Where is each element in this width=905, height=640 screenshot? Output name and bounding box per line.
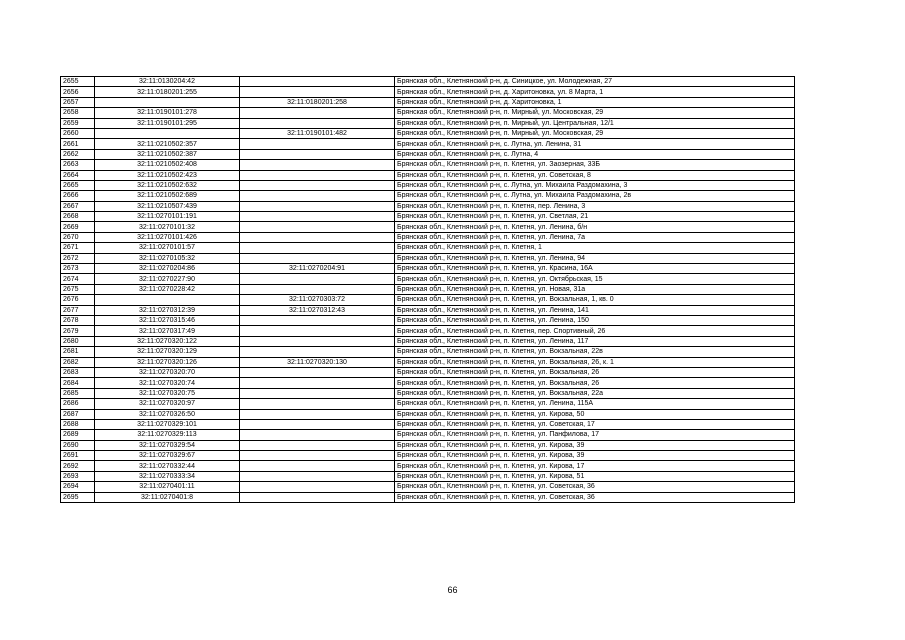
cadastral-number-cell: 32:11:0270105:32 <box>95 253 240 263</box>
table-row <box>61 264 795 274</box>
row-number-cell: 2664 <box>61 170 95 180</box>
address-cell: Брянская обл., Клетнянский р-н, п. Клетня, ул. Кирова, 17 <box>395 461 795 471</box>
cadastral-number-cell: 32:11:0270320:129 <box>95 347 240 357</box>
related-cadastral-number-cell <box>240 430 395 440</box>
related-cadastral-number-cell <box>240 284 395 294</box>
cadastral-number-cell: 32:11:0270101:426 <box>95 232 240 242</box>
related-cadastral-number-cell: 32:11:0270303:72 <box>240 295 395 305</box>
table-row <box>61 305 795 315</box>
related-cadastral-number-cell <box>240 336 395 346</box>
address-cell: Брянская обл., Клетнянский р-н, п. Клетня, ул. Кирова, 51 <box>395 471 795 481</box>
table-row <box>61 128 795 138</box>
address-cell: Брянская обл., Клетнянский р-н, п. Клетня, 1 <box>395 243 795 253</box>
related-cadastral-number-cell <box>240 222 395 232</box>
related-cadastral-number-cell <box>240 326 395 336</box>
address-cell: Брянская обл., Клетнянский р-н, п. Клетня, ул. Заозерная, 33Б <box>395 160 795 170</box>
row-number-cell: 2680 <box>61 336 95 346</box>
related-cadastral-number-cell <box>240 253 395 263</box>
table-row <box>61 77 795 87</box>
row-number-cell: 2694 <box>61 482 95 492</box>
table-row <box>61 97 795 107</box>
address-cell: Брянская обл., Клетнянский р-н, п. Клетня, ул. Ленина, 141 <box>395 305 795 315</box>
cadastral-number-cell: 32:11:0270204:86 <box>95 264 240 274</box>
address-cell: Брянская обл., Клетнянский р-н, п. Клетня, ул. Ленина, б/н <box>395 222 795 232</box>
related-cadastral-number-cell <box>240 180 395 190</box>
address-cell: Брянская обл., Клетнянский р-н, п. Клетня, ул. Октябрьская, 15 <box>395 274 795 284</box>
row-number-cell: 2676 <box>61 295 95 305</box>
row-number-cell: 2665 <box>61 180 95 190</box>
table-row <box>61 232 795 242</box>
cadastral-number-cell: 32:11:0210507:439 <box>95 201 240 211</box>
related-cadastral-number-cell: 32:11:0270312:43 <box>240 305 395 315</box>
row-number-cell: 2677 <box>61 305 95 315</box>
row-number-cell: 2678 <box>61 315 95 325</box>
table-row <box>61 108 795 118</box>
row-number-cell: 2679 <box>61 326 95 336</box>
table-row <box>61 430 795 440</box>
table-row <box>61 284 795 294</box>
address-cell: Брянская обл., Клетнянский р-н, п. Клетня, ул. Советская, 36 <box>395 492 795 502</box>
cadastral-number-cell: 32:11:0270401:11 <box>95 482 240 492</box>
address-cell: Брянская обл., Клетнянский р-н, п. Клетня, ул. Кирова, 39 <box>395 451 795 461</box>
table-row <box>61 222 795 232</box>
table-row <box>61 170 795 180</box>
address-cell: Брянская обл., Клетнянский р-н, д. Синицкое, ул. Молодежная, 27 <box>395 77 795 87</box>
table-row <box>61 399 795 409</box>
related-cadastral-number-cell <box>240 160 395 170</box>
related-cadastral-number-cell: 32:11:0180201:258 <box>240 97 395 107</box>
row-number-cell: 2691 <box>61 451 95 461</box>
cadastral-number-cell: 32:11:0270329:67 <box>95 451 240 461</box>
row-number-cell: 2689 <box>61 430 95 440</box>
row-number-cell: 2686 <box>61 399 95 409</box>
row-number-cell: 2660 <box>61 128 95 138</box>
address-cell: Брянская обл., Клетнянский р-н, п. Клетня, ул. Ленина, 7а <box>395 232 795 242</box>
cadastral-number-cell: 32:11:0270333:34 <box>95 471 240 481</box>
row-number-cell: 2661 <box>61 139 95 149</box>
table-row <box>61 461 795 471</box>
address-cell: Брянская обл., Клетнянский р-н, п. Клетня, ул. Ленина, 94 <box>395 253 795 263</box>
address-cell: Брянская обл., Клетнянский р-н, п. Клетня, ул. Новая, 31а <box>395 284 795 294</box>
row-number-cell: 2670 <box>61 232 95 242</box>
cadastral-number-cell: 32:11:0270320:70 <box>95 367 240 377</box>
address-cell: Брянская обл., Клетнянский р-н, д. Харитоновка, ул. 8 Марта, 1 <box>395 87 795 97</box>
related-cadastral-number-cell <box>240 315 395 325</box>
table-row <box>61 160 795 170</box>
address-cell: Брянская обл., Клетнянский р-н, с. Лутна, ул. Ленина, 31 <box>395 139 795 149</box>
table-row <box>61 149 795 159</box>
related-cadastral-number-cell <box>240 149 395 159</box>
registry-table <box>60 76 795 503</box>
row-number-cell: 2669 <box>61 222 95 232</box>
row-number-cell: 2684 <box>61 378 95 388</box>
table-row <box>61 274 795 284</box>
row-number-cell: 2674 <box>61 274 95 284</box>
registry-table-body <box>61 77 795 503</box>
cadastral-number-cell: 32:11:0270329:101 <box>95 419 240 429</box>
row-number-cell: 2690 <box>61 440 95 450</box>
related-cadastral-number-cell <box>240 118 395 128</box>
row-number-cell: 2672 <box>61 253 95 263</box>
table-row <box>61 336 795 346</box>
table-row <box>61 326 795 336</box>
cadastral-number-cell: 32:11:0190101:295 <box>95 118 240 128</box>
address-cell: Брянская обл., Клетнянский р-н, п. Клетня, ул. Вокзальная, 26, к. 1 <box>395 357 795 367</box>
row-number-cell: 2668 <box>61 212 95 222</box>
table-row <box>61 440 795 450</box>
address-cell: Брянская обл., Клетнянский р-н, п. Клетня, ул. Вокзальная, 26 <box>395 367 795 377</box>
cadastral-number-cell: 32:11:0270320:74 <box>95 378 240 388</box>
address-cell: Брянская обл., Клетнянский р-н, п. Клетня, ул. Ленина, 150 <box>395 315 795 325</box>
related-cadastral-number-cell <box>240 212 395 222</box>
table-row <box>61 388 795 398</box>
address-cell: Брянская обл., Клетнянский р-н, п. Мирный, ул. Московская, 29 <box>395 128 795 138</box>
row-number-cell: 2656 <box>61 87 95 97</box>
related-cadastral-number-cell <box>240 409 395 419</box>
table-row <box>61 118 795 128</box>
row-number-cell: 2685 <box>61 388 95 398</box>
row-number-cell: 2671 <box>61 243 95 253</box>
cadastral-number-cell: 32:11:0190101:278 <box>95 108 240 118</box>
address-cell: Брянская обл., Клетнянский р-н, п. Мирный, ул. Центральная, 12/1 <box>395 118 795 128</box>
address-cell: Брянская обл., Клетнянский р-н, п. Мирный, ул. Московская, 29 <box>395 108 795 118</box>
related-cadastral-number-cell <box>240 274 395 284</box>
cadastral-number-cell: 32:11:0270320:126 <box>95 357 240 367</box>
cadastral-number-cell: 32:11:0270329:54 <box>95 440 240 450</box>
row-number-cell: 2666 <box>61 191 95 201</box>
cadastral-number-cell: 32:11:0270101:57 <box>95 243 240 253</box>
related-cadastral-number-cell <box>240 139 395 149</box>
table-row <box>61 315 795 325</box>
address-cell: Брянская обл., Клетнянский р-н, п. Клетня, ул. Панфилова, 17 <box>395 430 795 440</box>
row-number-cell: 2667 <box>61 201 95 211</box>
related-cadastral-number-cell <box>240 399 395 409</box>
related-cadastral-number-cell <box>240 388 395 398</box>
related-cadastral-number-cell <box>240 419 395 429</box>
related-cadastral-number-cell <box>240 108 395 118</box>
row-number-cell: 2675 <box>61 284 95 294</box>
address-cell: Брянская обл., Клетнянский р-н, п. Клетня, ул. Вокзальная, 1, кв. 0 <box>395 295 795 305</box>
row-number-cell: 2683 <box>61 367 95 377</box>
address-cell: Брянская обл., Клетнянский р-н, п. Клетня, пер. Спортивный, 26 <box>395 326 795 336</box>
related-cadastral-number-cell <box>240 191 395 201</box>
table-row <box>61 191 795 201</box>
table-row <box>61 367 795 377</box>
related-cadastral-number-cell: 32:11:0270320:130 <box>240 357 395 367</box>
table-row <box>61 87 795 97</box>
related-cadastral-number-cell <box>240 367 395 377</box>
related-cadastral-number-cell: 32:11:0270204:91 <box>240 264 395 274</box>
cadastral-number-cell: 32:11:0210502:387 <box>95 149 240 159</box>
table-row <box>61 201 795 211</box>
row-number-cell: 2657 <box>61 97 95 107</box>
row-number-cell: 2688 <box>61 419 95 429</box>
table-row <box>61 378 795 388</box>
table-row <box>61 253 795 263</box>
related-cadastral-number-cell <box>240 440 395 450</box>
row-number-cell: 2695 <box>61 492 95 502</box>
cadastral-number-cell: 32:11:0210502:632 <box>95 180 240 190</box>
cadastral-number-cell <box>95 97 240 107</box>
address-cell: Брянская обл., Клетнянский р-н, п. Клетня, ул. Кирова, 50 <box>395 409 795 419</box>
address-cell: Брянская обл., Клетнянский р-н, п. Клетня, ул. Ленина, 115А <box>395 399 795 409</box>
related-cadastral-number-cell <box>240 77 395 87</box>
row-number-cell: 2687 <box>61 409 95 419</box>
related-cadastral-number-cell <box>240 451 395 461</box>
table-row <box>61 180 795 190</box>
cadastral-number-cell: 32:11:0270329:113 <box>95 430 240 440</box>
related-cadastral-number-cell <box>240 87 395 97</box>
address-cell: Брянская обл., Клетнянский р-н, п. Клетня, ул. Вокзальная, 22в <box>395 347 795 357</box>
table-row <box>61 482 795 492</box>
address-cell: Брянская обл., Клетнянский р-н, п. Клетня, ул. Светлая, 21 <box>395 212 795 222</box>
table-row <box>61 347 795 357</box>
related-cadastral-number-cell <box>240 232 395 242</box>
cadastral-number-cell: 32:11:0210502:689 <box>95 191 240 201</box>
related-cadastral-number-cell <box>240 378 395 388</box>
address-cell: Брянская обл., Клетнянский р-н, п. Клетня, ул. Советская, 17 <box>395 419 795 429</box>
address-cell: Брянская обл., Клетнянский р-н, п. Клетня, ул. Вокзальная, 26 <box>395 378 795 388</box>
cadastral-number-cell <box>95 295 240 305</box>
row-number-cell: 2658 <box>61 108 95 118</box>
row-number-cell: 2681 <box>61 347 95 357</box>
address-cell: Брянская обл., Клетнянский р-н, д. Харитоновка, 1 <box>395 97 795 107</box>
table-row <box>61 471 795 481</box>
cadastral-number-cell: 32:11:0130204:42 <box>95 77 240 87</box>
cadastral-number-cell: 32:11:0270101:32 <box>95 222 240 232</box>
page-number: 66 <box>447 585 458 595</box>
row-number-cell: 2655 <box>61 77 95 87</box>
row-number-cell: 2693 <box>61 471 95 481</box>
address-cell: Брянская обл., Клетнянский р-н, п. Клетня, пер. Ленина, 3 <box>395 201 795 211</box>
address-cell: Брянская обл., Клетнянский р-н, п. Клетня, ул. Вокзальная, 22а <box>395 388 795 398</box>
row-number-cell: 2663 <box>61 160 95 170</box>
cadastral-number-cell <box>95 128 240 138</box>
table-row <box>61 492 795 502</box>
cadastral-number-cell: 32:11:0180201:255 <box>95 87 240 97</box>
cadastral-number-cell: 32:11:0270320:97 <box>95 399 240 409</box>
address-cell: Брянская обл., Клетнянский р-н, п. Клетня, ул. Ленина, 117 <box>395 336 795 346</box>
related-cadastral-number-cell <box>240 243 395 253</box>
cadastral-number-cell: 32:11:0270101:191 <box>95 212 240 222</box>
address-cell: Брянская обл., Клетнянский р-н, с. Лутна, 4 <box>395 149 795 159</box>
row-number-cell: 2692 <box>61 461 95 471</box>
table-row <box>61 139 795 149</box>
address-cell: Брянская обл., Клетнянский р-н, п. Клетня, ул. Кирова, 39 <box>395 440 795 450</box>
related-cadastral-number-cell <box>240 201 395 211</box>
related-cadastral-number-cell: 32:11:0190101:482 <box>240 128 395 138</box>
cadastral-number-cell: 32:11:0270228:42 <box>95 284 240 294</box>
address-cell: Брянская обл., Клетнянский р-н, п. Клетня, ул. Красина, 16А <box>395 264 795 274</box>
cadastral-number-cell: 32:11:0270317:49 <box>95 326 240 336</box>
cadastral-number-cell: 32:11:0210502:423 <box>95 170 240 180</box>
related-cadastral-number-cell <box>240 461 395 471</box>
address-cell: Брянская обл., Клетнянский р-н, с. Лутна, ул. Михаила Раздомахина, 3 <box>395 180 795 190</box>
table-row <box>61 419 795 429</box>
address-cell: Брянская обл., Клетнянский р-н, с. Лутна, ул. Михаила Раздомахина, 2в <box>395 191 795 201</box>
row-number-cell: 2662 <box>61 149 95 159</box>
cadastral-number-cell: 32:11:0270320:122 <box>95 336 240 346</box>
table-row <box>61 409 795 419</box>
cadastral-number-cell: 32:11:0270320:75 <box>95 388 240 398</box>
table-row <box>61 212 795 222</box>
cadastral-number-cell: 32:11:0270315:46 <box>95 315 240 325</box>
row-number-cell: 2682 <box>61 357 95 367</box>
related-cadastral-number-cell <box>240 471 395 481</box>
cadastral-number-cell: 32:11:0210502:357 <box>95 139 240 149</box>
related-cadastral-number-cell <box>240 492 395 502</box>
table-row <box>61 295 795 305</box>
table-row <box>61 451 795 461</box>
table-row <box>61 357 795 367</box>
address-cell: Брянская обл., Клетнянский р-н, п. Клетня, ул. Советская, 36 <box>395 482 795 492</box>
cadastral-number-cell: 32:11:0270401:8 <box>95 492 240 502</box>
table-row <box>61 243 795 253</box>
cadastral-number-cell: 32:11:0210502:408 <box>95 160 240 170</box>
row-number-cell: 2673 <box>61 264 95 274</box>
address-cell: Брянская обл., Клетнянский р-н, п. Клетня, ул. Советская, 8 <box>395 170 795 180</box>
cadastral-number-cell: 32:11:0270332:44 <box>95 461 240 471</box>
related-cadastral-number-cell <box>240 170 395 180</box>
cadastral-number-cell: 32:11:0270227:90 <box>95 274 240 284</box>
row-number-cell: 2659 <box>61 118 95 128</box>
related-cadastral-number-cell <box>240 347 395 357</box>
cadastral-number-cell: 32:11:0270326:50 <box>95 409 240 419</box>
cadastral-number-cell: 32:11:0270312:39 <box>95 305 240 315</box>
related-cadastral-number-cell <box>240 482 395 492</box>
